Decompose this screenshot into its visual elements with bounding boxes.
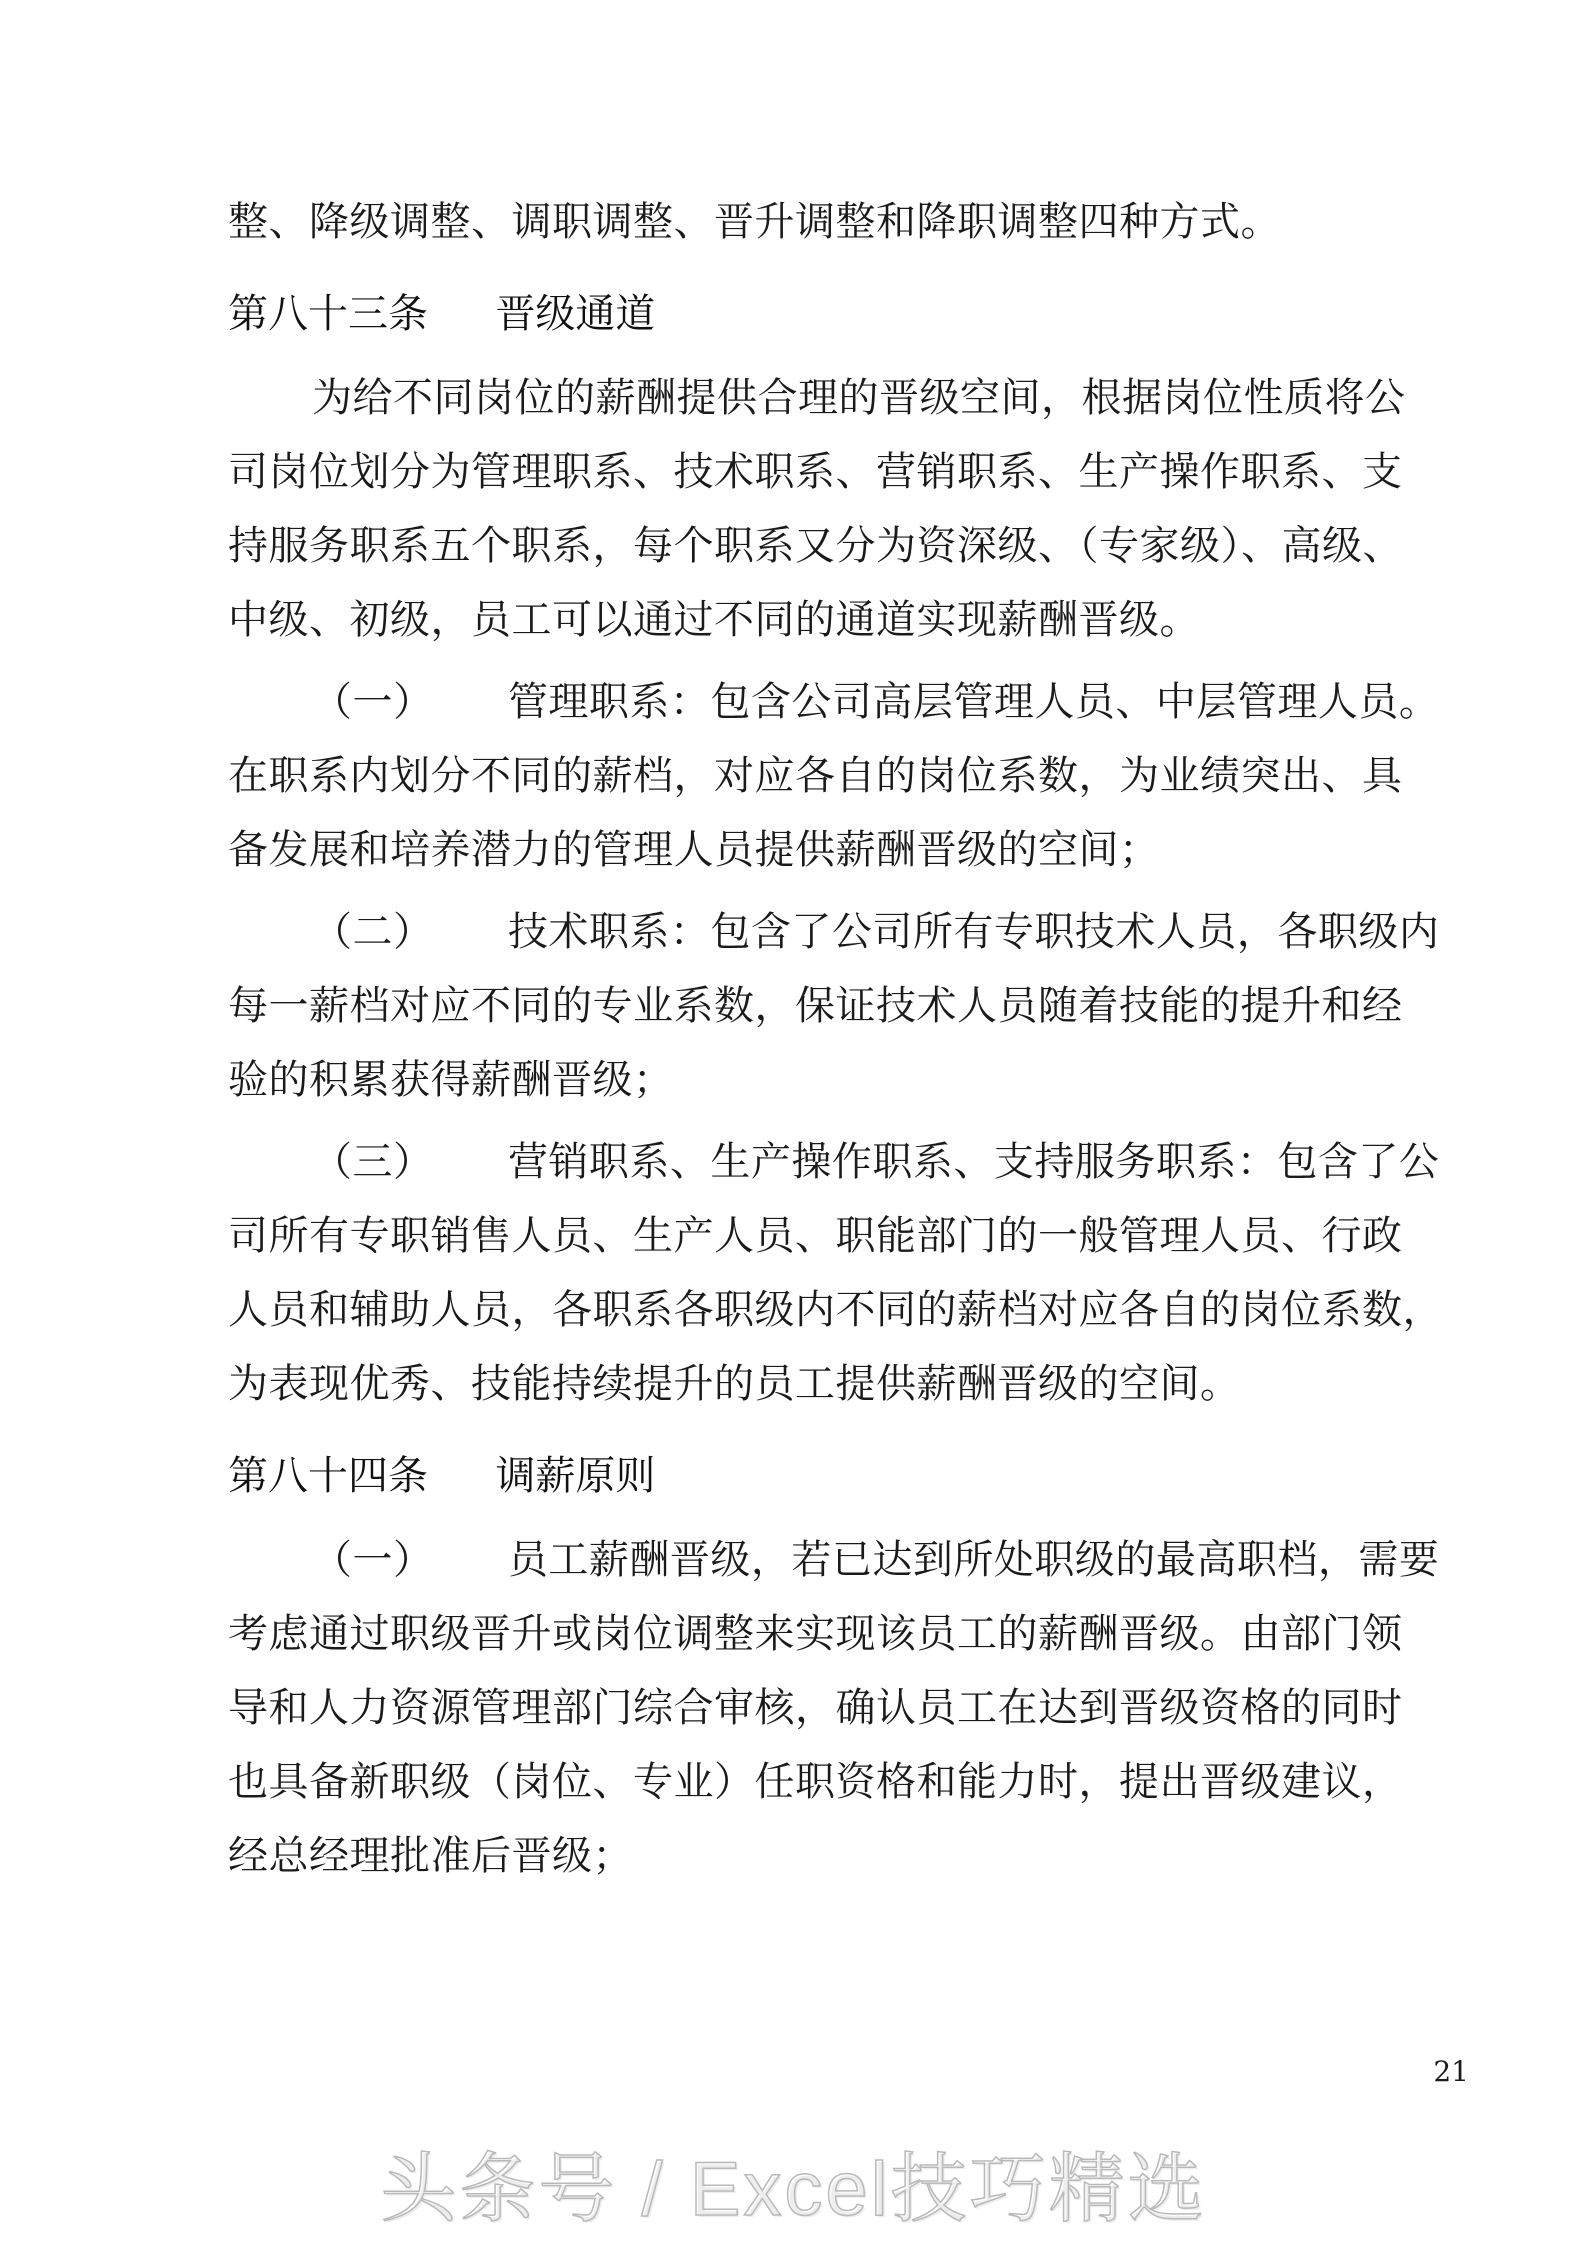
continued-paragraph-line: 整、降级调整、调职调整、晋升调整和降职调整四种方式。 xyxy=(228,199,1281,245)
page-number: 21 xyxy=(1433,2055,1469,2088)
article-84-heading xyxy=(228,1439,1348,1513)
article-84-title: 调薪原则 xyxy=(495,1453,656,1499)
item-text: 管理职系：包含公司高层管理人员、中层管理人员。 xyxy=(507,679,1440,725)
paragraph-line: 人员和辅助人员，各职系各职级内不同的薪档对应各自的岗位系数， xyxy=(228,1287,1443,1333)
article-84-item-1 xyxy=(228,1523,1440,1893)
article-83-item-3 xyxy=(228,1125,1443,1421)
paragraph-line xyxy=(228,895,1440,969)
item-marker: （一） xyxy=(312,1537,434,1583)
article-83-item-1 xyxy=(228,665,1440,887)
paragraph-line: 司所有专职销售人员、生产人员、职能部门的一般管理人员、行政 xyxy=(228,1213,1403,1259)
item-marker: （三） xyxy=(312,1139,434,1185)
paragraph-line: 在职系内划分不同的薪档，对应各自的岗位系数，为业绩突出、具 xyxy=(228,753,1403,799)
article-84-number: 第八十四条 xyxy=(228,1453,428,1499)
paragraph-line: 为给不同岗位的薪酬提供合理的晋级空间，根据岗位性质将公 xyxy=(312,375,1406,421)
paragraph-line: 经总经理批准后晋级； xyxy=(228,1833,633,1879)
paragraph-line: 也具备新职级（岗位、专业）任职资格和能力时，提出晋级建议， xyxy=(228,1759,1403,1805)
paragraph-line xyxy=(228,665,1440,739)
paragraph-line: 中级、初级，员工可以通过不同的通道实现薪酬晋级。 xyxy=(228,597,1200,643)
paragraph-line: 备发展和培养潜力的管理人员提供薪酬晋级的空间； xyxy=(228,827,1160,873)
item-text: 员工薪酬晋级，若已达到所处职级的最高职档，需要 xyxy=(507,1537,1440,1583)
paragraph-line: 每一薪档对应不同的专业系数，保证技术人员随着技能的提升和经 xyxy=(228,983,1403,1029)
paragraph-line: 考虑通过职级晋升或岗位调整来实现该员工的薪酬晋级。由部门领 xyxy=(228,1611,1403,1657)
item-text: 技术职系：包含了公司所有专职技术人员，各职级内 xyxy=(507,909,1440,955)
item-marker: （一） xyxy=(312,679,434,725)
paragraph-line xyxy=(228,1523,1440,1597)
article-83-title: 晋级通道 xyxy=(495,291,656,337)
paragraph-line xyxy=(228,1125,1440,1199)
paragraph-line: 司岗位划分为管理职系、技术职系、营销职系、生产操作职系、支 xyxy=(228,449,1403,495)
page-content xyxy=(228,185,1443,1893)
watermark: 头条号 / Excel技巧精选 xyxy=(380,2147,1207,2232)
item-marker: （二） xyxy=(312,909,434,955)
article-83-heading xyxy=(228,277,1348,351)
paragraph-line: 持服务职系五个职系，每个职系又分为资深级、（专家级）、高级、 xyxy=(228,523,1403,569)
paragraph-line: 验的积累获得薪酬晋级； xyxy=(228,1057,674,1103)
paragraph-line: 导和人力资源管理部门综合审核，确认员工在达到晋级资格的同时 xyxy=(228,1685,1403,1731)
item-text: 营销职系、生产操作职系、支持服务职系：包含了公 xyxy=(507,1139,1440,1185)
article-83-item-2 xyxy=(228,895,1440,1117)
paragraph-line: 为表现优秀、技能持续提升的员工提供薪酬晋级的空间。 xyxy=(228,1361,1241,1407)
article-83-intro xyxy=(228,361,1406,657)
article-83-number: 第八十三条 xyxy=(228,291,428,337)
